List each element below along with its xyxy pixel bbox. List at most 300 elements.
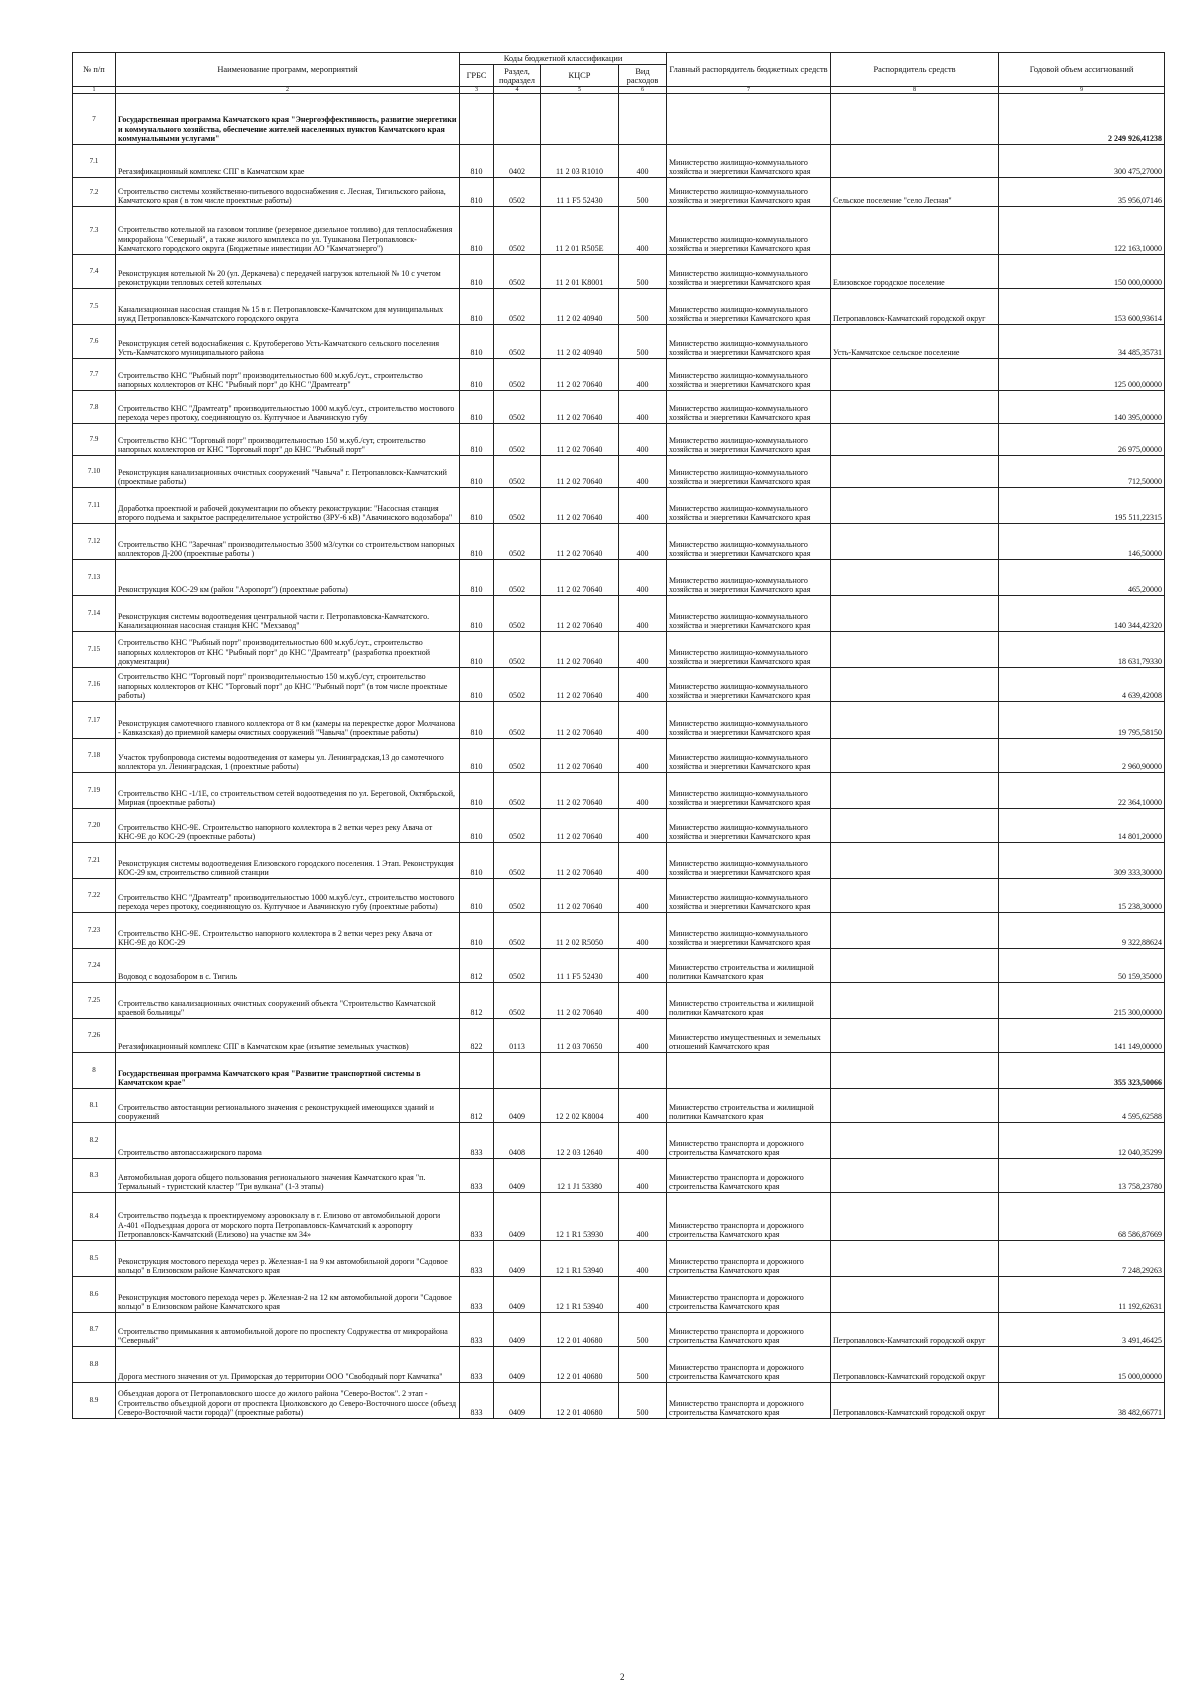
cell-num: 7.20 [73, 809, 116, 843]
cell-rasp [831, 949, 999, 983]
cell-vid: 400 [619, 560, 667, 596]
cell-razdel: 0502 [494, 524, 541, 560]
cell-grbs: 812 [460, 1089, 494, 1123]
cell-sum: 465,20000 [999, 560, 1165, 596]
cell-num: 7.4 [73, 255, 116, 289]
cell-glavny: Министерство жилищно-коммунального хозяйства и энергетики Камчатского края [667, 668, 831, 702]
cell-sum: 7 248,29263 [999, 1241, 1165, 1277]
cell-glavny: Министерство жилищно-коммунального хозяйства и энергетики Камчатского края [667, 289, 831, 325]
table-row [73, 488, 1165, 524]
cell-num: 7.15 [73, 632, 116, 668]
cell-razdel: 0502 [494, 632, 541, 668]
cell-sum: 19 795,58150 [999, 702, 1165, 739]
cell-kcsr: 11 2 02 70640 [541, 879, 619, 913]
cell-grbs: 810 [460, 773, 494, 809]
cell-glavny: Министерство транспорта и дорожного строительства Камчатского края [667, 1241, 831, 1277]
cell-razdel: 0502 [494, 391, 541, 424]
cell-glavny: Министерство жилищно-коммунального хозяйства и энергетики Камчатского края [667, 596, 831, 632]
cell-name: Канализационная насосная станция № 15 в г. Петропавловске-Камчатском для муниципальных нужд Петропавловск-Камчатского городского округа [116, 289, 460, 325]
cell-grbs: 833 [460, 1277, 494, 1313]
cell-sum: 22 364,10000 [999, 773, 1165, 809]
table-row [73, 702, 1165, 739]
cell-grbs: 833 [460, 1383, 494, 1419]
cell-sum: 2 960,90000 [999, 739, 1165, 773]
cell-name: Строительство подъезда к проектируемому аэровокзалу в г. Елизово от автомобильной дороги А-401 «Подъездная дорога от морского порта Петропавловск-Камчатский к аэропорту Петропавловск-Камчатский (Елизово) на участке км 34» [116, 1193, 460, 1241]
cell-razdel: 0408 [494, 1123, 541, 1159]
cell-rasp: Петропавловск-Камчатский городской округ [831, 1383, 999, 1419]
cell-rasp [831, 702, 999, 739]
table-row [73, 1053, 1165, 1089]
cell-razdel: 0502 [494, 325, 541, 359]
cell-glavny: Министерство жилищно-коммунального хозяйства и энергетики Камчатского края [667, 359, 831, 391]
cell-razdel: 0402 [494, 145, 541, 178]
cell-razdel: 0502 [494, 424, 541, 456]
cell-grbs [460, 94, 494, 145]
cell-grbs: 810 [460, 809, 494, 843]
cell-rasp [831, 524, 999, 560]
table-row [73, 524, 1165, 560]
cell-name: Строительство КНС "Рыбный порт" производительностью 600 м.куб./сут., строительство напорных коллекторов от КНС "Рыбный порт" до КНС "Драмтеатр" [116, 359, 460, 391]
cell-sum: 215 300,00000 [999, 983, 1165, 1019]
cell-rasp [831, 1241, 999, 1277]
cell-razdel: 0502 [494, 456, 541, 488]
table-row [73, 560, 1165, 596]
cell-razdel: 0502 [494, 359, 541, 391]
table-row [73, 207, 1165, 255]
cell-grbs: 810 [460, 178, 494, 207]
cell-glavny: Министерство жилищно-коммунального хозяйства и энергетики Камчатского края [667, 843, 831, 879]
cell-sum: 12 040,35299 [999, 1123, 1165, 1159]
table-row [73, 1193, 1165, 1241]
cell-sum: 13 758,23780 [999, 1159, 1165, 1193]
cell-sum: 195 511,22315 [999, 488, 1165, 524]
cell-sum: 15 238,30000 [999, 879, 1165, 913]
cell-num: 8 [73, 1053, 116, 1089]
cell-kcsr: 11 2 02 70640 [541, 456, 619, 488]
cell-razdel: 0502 [494, 949, 541, 983]
cell-glavny: Министерство жилищно-коммунального хозяйства и энергетики Камчатского края [667, 178, 831, 207]
cell-sum: 355 323,50066 [999, 1053, 1165, 1089]
cell-sum: 18 631,79330 [999, 632, 1165, 668]
cell-num: 7.16 [73, 668, 116, 702]
table-row [73, 1123, 1165, 1159]
cell-name: Реконструкция канализационных очистных сооружений "Чавыча" г. Петропавловск-Камчатский (проектные работы) [116, 456, 460, 488]
cell-glavny [667, 94, 831, 145]
cell-sum: 35 956,07146 [999, 178, 1165, 207]
cell-razdel: 0502 [494, 488, 541, 524]
cell-grbs: 812 [460, 949, 494, 983]
table-row [73, 325, 1165, 359]
table-row [73, 983, 1165, 1019]
cell-razdel: 0502 [494, 913, 541, 949]
cell-rasp: Сельское поселение "село Лесная" [831, 178, 999, 207]
cell-sum: 141 149,00000 [999, 1019, 1165, 1053]
cell-sum: 300 475,27000 [999, 145, 1165, 178]
cell-vid: 400 [619, 596, 667, 632]
cell-razdel: 0409 [494, 1347, 541, 1383]
cell-razdel [494, 1053, 541, 1089]
cell-kcsr: 11 2 02 70640 [541, 560, 619, 596]
cell-name: Строительство канализационных очистных сооружений объекта "Строительство Камчатской краевой больницы" [116, 983, 460, 1019]
cell-grbs: 810 [460, 913, 494, 949]
cell-razdel [494, 94, 541, 145]
column-number: 8 [831, 87, 999, 94]
cell-sum: 309 333,30000 [999, 843, 1165, 879]
cell-razdel: 0409 [494, 1193, 541, 1241]
cell-name: Реконструкция мостового перехода через р. Железная-1 на 9 км автомобильной дороги "Садовое кольцо" в Елизовском районе Камчатского края [116, 1241, 460, 1277]
cell-rasp [831, 879, 999, 913]
cell-kcsr [541, 94, 619, 145]
column-number: 4 [494, 87, 541, 94]
cell-vid: 400 [619, 1123, 667, 1159]
cell-rasp [831, 1193, 999, 1241]
cell-name: Строительство котельной на газовом топливе (резервное дизельное топливо) для теплоснабжения микрорайона "Северный", а также жилого комплекса по ул. Тушканова Петропавловск-Камчатского городского округа (Бюджетные инвестиции АО "Камчатэнерго") [116, 207, 460, 255]
cell-glavny: Министерство жилищно-коммунального хозяйства и энергетики Камчатского края [667, 255, 831, 289]
cell-name: Участок трубопровода системы водоотведения от камеры ул. Ленинградская,13 до самотечного коллектора ул. Ленинградская, 1 (проектные работы) [116, 739, 460, 773]
cell-grbs: 810 [460, 560, 494, 596]
table-row [73, 1019, 1165, 1053]
cell-vid: 400 [619, 524, 667, 560]
cell-glavny: Министерство жилищно-коммунального хозяйства и энергетики Камчатского края [667, 879, 831, 913]
cell-num: 7.21 [73, 843, 116, 879]
column-number: 5 [541, 87, 619, 94]
cell-razdel: 0409 [494, 1313, 541, 1347]
cell-sum: 122 163,10000 [999, 207, 1165, 255]
cell-vid: 400 [619, 145, 667, 178]
cell-glavny: Министерство жилищно-коммунального хозяйства и энергетики Камчатского края [667, 424, 831, 456]
cell-num: 7.14 [73, 596, 116, 632]
cell-rasp [831, 560, 999, 596]
cell-rasp [831, 424, 999, 456]
cell-rasp: Петропавловск-Камчатский городской округ [831, 1347, 999, 1383]
cell-glavny: Министерство строительства и жилищной политики Камчатского края [667, 983, 831, 1019]
cell-num: 7.17 [73, 702, 116, 739]
cell-kcsr: 11 2 03 R1010 [541, 145, 619, 178]
cell-name: Реконструкция котельной № 20 (ул. Деркачева) с передачей нагрузок котельной № 10 с учетом реконструкции тепловых сетей котельных [116, 255, 460, 289]
cell-glavny: Министерство жилищно-коммунального хозяйства и энергетики Камчатского края [667, 207, 831, 255]
cell-rasp: Петропавловск-Камчатский городской округ [831, 289, 999, 325]
cell-num: 7.1 [73, 145, 116, 178]
cell-sum: 153 600,93614 [999, 289, 1165, 325]
table-row [73, 94, 1165, 145]
cell-vid: 400 [619, 1193, 667, 1241]
cell-razdel: 0502 [494, 289, 541, 325]
table-row [73, 1383, 1165, 1419]
cell-num: 8.5 [73, 1241, 116, 1277]
cell-num: 8.6 [73, 1277, 116, 1313]
cell-sum: 4 595,62588 [999, 1089, 1165, 1123]
cell-grbs: 810 [460, 596, 494, 632]
cell-rasp [831, 983, 999, 1019]
cell-rasp [831, 1159, 999, 1193]
cell-vid: 400 [619, 632, 667, 668]
cell-num: 7.19 [73, 773, 116, 809]
table-row [73, 391, 1165, 424]
cell-grbs: 810 [460, 739, 494, 773]
cell-vid: 400 [619, 456, 667, 488]
table-row [73, 739, 1165, 773]
cell-kcsr: 11 2 02 70640 [541, 773, 619, 809]
cell-glavny: Министерство транспорта и дорожного строительства Камчатского края [667, 1123, 831, 1159]
table-row [73, 178, 1165, 207]
cell-sum: 150 000,00000 [999, 255, 1165, 289]
cell-num: 8.3 [73, 1159, 116, 1193]
cell-rasp [831, 456, 999, 488]
cell-razdel: 0409 [494, 1089, 541, 1123]
cell-grbs: 810 [460, 325, 494, 359]
cell-kcsr: 11 2 02 70640 [541, 739, 619, 773]
cell-vid: 400 [619, 424, 667, 456]
table-row [73, 809, 1165, 843]
cell-grbs: 810 [460, 456, 494, 488]
header-grbs: ГРБС [460, 65, 494, 87]
header-column-numbers [73, 87, 1165, 94]
cell-rasp [831, 1123, 999, 1159]
cell-name: Строительство КНС "Драмтеатр" производительностью 1000 м.куб./сут., строительство мостового перехода через протоку, соединяющую оз. Култучное и Авачинскую губу [116, 391, 460, 424]
cell-num: 8.2 [73, 1123, 116, 1159]
cell-grbs: 810 [460, 702, 494, 739]
cell-sum: 3 491,46425 [999, 1313, 1165, 1347]
cell-num: 7.25 [73, 983, 116, 1019]
cell-kcsr: 11 2 02 70640 [541, 668, 619, 702]
cell-name: Строительство КНС "Торговый порт" производительностью 150 м.куб./сут, строительство напорных коллекторов от КНС "Торговый порт" до КНС "Рыбный порт" (в том числе проектные работы) [116, 668, 460, 702]
header-obem: Годовой объем ассигнований [999, 53, 1165, 87]
cell-razdel: 0502 [494, 207, 541, 255]
cell-name: Государственная программа Камчатского края "Энергоэффективность, развитие энергетики и коммунального хозяйства, обеспечение жителей населенных пунктов Камчатского края коммунальными услугами" [116, 94, 460, 145]
cell-name: Строительство КНС-9Е. Строительство напорного коллектора в 2 ветки через реку Авача от КНС-9Е до КОС-29 (проектные работы) [116, 809, 460, 843]
cell-razdel: 0409 [494, 1277, 541, 1313]
cell-name: Регазификационный комплекс СПГ в Камчатском крае (изъятие земельных участков) [116, 1019, 460, 1053]
cell-name: Водовод с водозабором в с. Тигиль [116, 949, 460, 983]
cell-num: 7.26 [73, 1019, 116, 1053]
cell-num: 7.5 [73, 289, 116, 325]
header-kcsr: КЦСР [541, 65, 619, 87]
cell-grbs: 833 [460, 1123, 494, 1159]
cell-glavny: Министерство жилищно-коммунального хозяйства и энергетики Камчатского края [667, 325, 831, 359]
table-row [73, 1313, 1165, 1347]
cell-glavny: Министерство жилищно-коммунального хозяйства и энергетики Камчатского края [667, 391, 831, 424]
cell-kcsr: 11 2 02 70640 [541, 488, 619, 524]
cell-grbs: 810 [460, 843, 494, 879]
cell-glavny: Министерство жилищно-коммунального хозяйства и энергетики Камчатского края [667, 773, 831, 809]
cell-rasp: Елизовское городское поселение [831, 255, 999, 289]
cell-sum: 14 801,20000 [999, 809, 1165, 843]
cell-kcsr: 12 1 R1 53930 [541, 1193, 619, 1241]
cell-kcsr: 11 2 01 R505E [541, 207, 619, 255]
cell-razdel: 0502 [494, 879, 541, 913]
cell-num: 7 [73, 94, 116, 145]
cell-vid: 400 [619, 879, 667, 913]
cell-name: Строительство системы хозяйственно-питьевого водоснабжения с. Лесная, Тигильского района, Камчатского края ( в том числе проектные работы) [116, 178, 460, 207]
cell-sum: 38 482,66771 [999, 1383, 1165, 1419]
cell-glavny: Министерство транспорта и дорожного строительства Камчатского края [667, 1193, 831, 1241]
cell-num: 7.7 [73, 359, 116, 391]
cell-name: Реконструкция самотечного главного коллектора от 8 км (камеры на перекрестке дорог Молчанова - Кавказская) до приемной камеры очистных сооружений "Чавыча" (проектные работы) [116, 702, 460, 739]
cell-grbs: 833 [460, 1193, 494, 1241]
cell-name: Реконструкция сетей водоснабжения с. Крутоберегово Усть-Камчатского сельского поселения Усть-Камчатского муниципального района [116, 325, 460, 359]
cell-kcsr [541, 1053, 619, 1089]
budget-table [72, 52, 1165, 1419]
table-row [73, 1159, 1165, 1193]
cell-num: 7.9 [73, 424, 116, 456]
header-name: Наименование программ, мероприятий [116, 53, 460, 87]
cell-name: Строительство примыкания к автомобильной дороге по проспекту Содружества от микрорайона "Северный" [116, 1313, 460, 1347]
table-row [73, 359, 1165, 391]
cell-vid: 400 [619, 773, 667, 809]
cell-kcsr: 11 2 02 R5050 [541, 913, 619, 949]
cell-razdel: 0502 [494, 702, 541, 739]
cell-vid: 400 [619, 1019, 667, 1053]
cell-vid: 500 [619, 325, 667, 359]
cell-name: Строительство КНС "Заречная" производительностью 3500 м3/сутки со строительством напорных коллекторов Д-200 (проектные работы ) [116, 524, 460, 560]
table-row [73, 145, 1165, 178]
cell-grbs: 833 [460, 1241, 494, 1277]
cell-vid: 500 [619, 255, 667, 289]
cell-kcsr: 11 2 02 40940 [541, 325, 619, 359]
cell-num: 8.7 [73, 1313, 116, 1347]
cell-name: Регазификационный комплекс СПГ в Камчатском крае [116, 145, 460, 178]
cell-kcsr: 11 2 02 70640 [541, 843, 619, 879]
cell-glavny: Министерство транспорта и дорожного строительства Камчатского края [667, 1383, 831, 1419]
cell-num: 7.3 [73, 207, 116, 255]
cell-vid: 400 [619, 207, 667, 255]
cell-rasp [831, 739, 999, 773]
table-row [73, 879, 1165, 913]
cell-num: 7.11 [73, 488, 116, 524]
cell-glavny: Министерство жилищно-коммунального хозяйства и энергетики Камчатского края [667, 524, 831, 560]
cell-sum: 140 344,42320 [999, 596, 1165, 632]
cell-glavny: Министерство жилищно-коммунального хозяйства и энергетики Камчатского края [667, 739, 831, 773]
cell-glavny: Министерство жилищно-коммунального хозяйства и энергетики Камчатского края [667, 456, 831, 488]
table-row [73, 1277, 1165, 1313]
cell-vid: 400 [619, 702, 667, 739]
cell-vid: 400 [619, 1089, 667, 1123]
column-number: 9 [999, 87, 1165, 94]
cell-kcsr: 11 1 F5 52430 [541, 949, 619, 983]
cell-glavny: Министерство транспорта и дорожного строительства Камчатского края [667, 1277, 831, 1313]
cell-vid: 400 [619, 668, 667, 702]
cell-grbs: 822 [460, 1019, 494, 1053]
cell-rasp [831, 145, 999, 178]
cell-name: Строительство КНС -1/1Е, со строительством сетей водоотведения по ул. Береговой, Октябрьской, Мирная (проектные работы) [116, 773, 460, 809]
cell-vid: 400 [619, 1241, 667, 1277]
cell-rasp [831, 596, 999, 632]
table-header [73, 53, 1165, 94]
cell-rasp [831, 94, 999, 145]
table-row [73, 424, 1165, 456]
cell-vid [619, 94, 667, 145]
cell-vid: 400 [619, 488, 667, 524]
cell-vid: 400 [619, 359, 667, 391]
cell-sum: 146,50000 [999, 524, 1165, 560]
cell-razdel: 0409 [494, 1159, 541, 1193]
cell-glavny: Министерство жилищно-коммунального хозяйства и энергетики Камчатского края [667, 632, 831, 668]
cell-razdel: 0409 [494, 1383, 541, 1419]
column-number: 2 [116, 87, 460, 94]
cell-razdel: 0502 [494, 843, 541, 879]
cell-sum: 34 485,35731 [999, 325, 1165, 359]
cell-num: 7.2 [73, 178, 116, 207]
header-vid: Вид расходов [619, 65, 667, 87]
cell-sum: 50 159,35000 [999, 949, 1165, 983]
cell-kcsr: 12 2 01 40680 [541, 1383, 619, 1419]
cell-num: 7.10 [73, 456, 116, 488]
cell-sum: 15 000,00000 [999, 1347, 1165, 1383]
cell-glavny: Министерство жилищно-коммунального хозяйства и энергетики Камчатского края [667, 809, 831, 843]
table-row [73, 843, 1165, 879]
cell-grbs: 833 [460, 1313, 494, 1347]
cell-vid: 500 [619, 289, 667, 325]
header-razdel: Раздел, подраздел [494, 65, 541, 87]
cell-sum: 9 322,88624 [999, 913, 1165, 949]
cell-num: 7.12 [73, 524, 116, 560]
cell-sum: 125 000,00000 [999, 359, 1165, 391]
header-num: № п/п [73, 53, 116, 87]
column-number: 6 [619, 87, 667, 94]
cell-razdel: 0502 [494, 983, 541, 1019]
cell-num: 7.24 [73, 949, 116, 983]
cell-sum: 140 395,00000 [999, 391, 1165, 424]
cell-vid: 500 [619, 178, 667, 207]
cell-glavny: Министерство имущественных и земельных отношений Камчатского края [667, 1019, 831, 1053]
cell-glavny: Министерство жилищно-коммунального хозяйства и энергетики Камчатского края [667, 145, 831, 178]
cell-grbs: 812 [460, 983, 494, 1019]
cell-num: 7.23 [73, 913, 116, 949]
cell-kcsr: 11 2 02 70640 [541, 596, 619, 632]
cell-num: 8.4 [73, 1193, 116, 1241]
cell-razdel: 0502 [494, 739, 541, 773]
cell-grbs: 810 [460, 359, 494, 391]
cell-name: Реконструкция КОС-29 км (район "Аэропорт") (проектные работы) [116, 560, 460, 596]
cell-vid: 400 [619, 913, 667, 949]
cell-name: Объездная дорога от Петропавловского шоссе до жилого района "Северо-Восток". 2 этап - Строительство объездной дороги от проспекта Циолковского до Северо-Восточного шоссе (объезд Северо-Восточной части города)" (проектные работы) [116, 1383, 460, 1419]
cell-grbs: 810 [460, 879, 494, 913]
table-row [73, 1089, 1165, 1123]
cell-vid: 500 [619, 1347, 667, 1383]
cell-glavny: Министерство транспорта и дорожного строительства Камчатского края [667, 1159, 831, 1193]
cell-sum: 26 975,00000 [999, 424, 1165, 456]
cell-grbs: 833 [460, 1159, 494, 1193]
cell-razdel: 0502 [494, 596, 541, 632]
cell-rasp: Усть-Камчатское сельское поселение [831, 325, 999, 359]
cell-sum: 2 249 926,41238 [999, 94, 1165, 145]
cell-vid: 400 [619, 843, 667, 879]
cell-razdel: 0502 [494, 668, 541, 702]
cell-num: 7.6 [73, 325, 116, 359]
cell-rasp [831, 668, 999, 702]
cell-num: 7.8 [73, 391, 116, 424]
cell-grbs: 810 [460, 391, 494, 424]
cell-kcsr: 11 2 02 70640 [541, 524, 619, 560]
cell-kcsr: 11 2 01 K8001 [541, 255, 619, 289]
header-codes: Коды бюджетной классификации [460, 53, 667, 65]
cell-name: Строительство автопассажирского парома [116, 1123, 460, 1159]
cell-grbs: 810 [460, 255, 494, 289]
column-number: 7 [667, 87, 831, 94]
column-number: 1 [73, 87, 116, 94]
cell-vid: 400 [619, 983, 667, 1019]
cell-grbs: 810 [460, 289, 494, 325]
cell-razdel: 0502 [494, 178, 541, 207]
cell-kcsr: 11 2 02 70640 [541, 702, 619, 739]
cell-glavny: Министерство жилищно-коммунального хозяйства и энергетики Камчатского края [667, 488, 831, 524]
cell-kcsr: 11 1 F5 52430 [541, 178, 619, 207]
cell-rasp [831, 359, 999, 391]
cell-num: 7.13 [73, 560, 116, 596]
cell-rasp [831, 632, 999, 668]
cell-name: Реконструкция системы водоотведения Елизовского городского поселения. 1 Этап. Реконструкция КОС-29 км, строительство сливной станции [116, 843, 460, 879]
cell-name: Строительство КНС "Торговый порт" производительностью 150 м.куб./сут, строительство напорных коллекторов от КНС "Торговый порт" до КНС "Рыбный порт" [116, 424, 460, 456]
